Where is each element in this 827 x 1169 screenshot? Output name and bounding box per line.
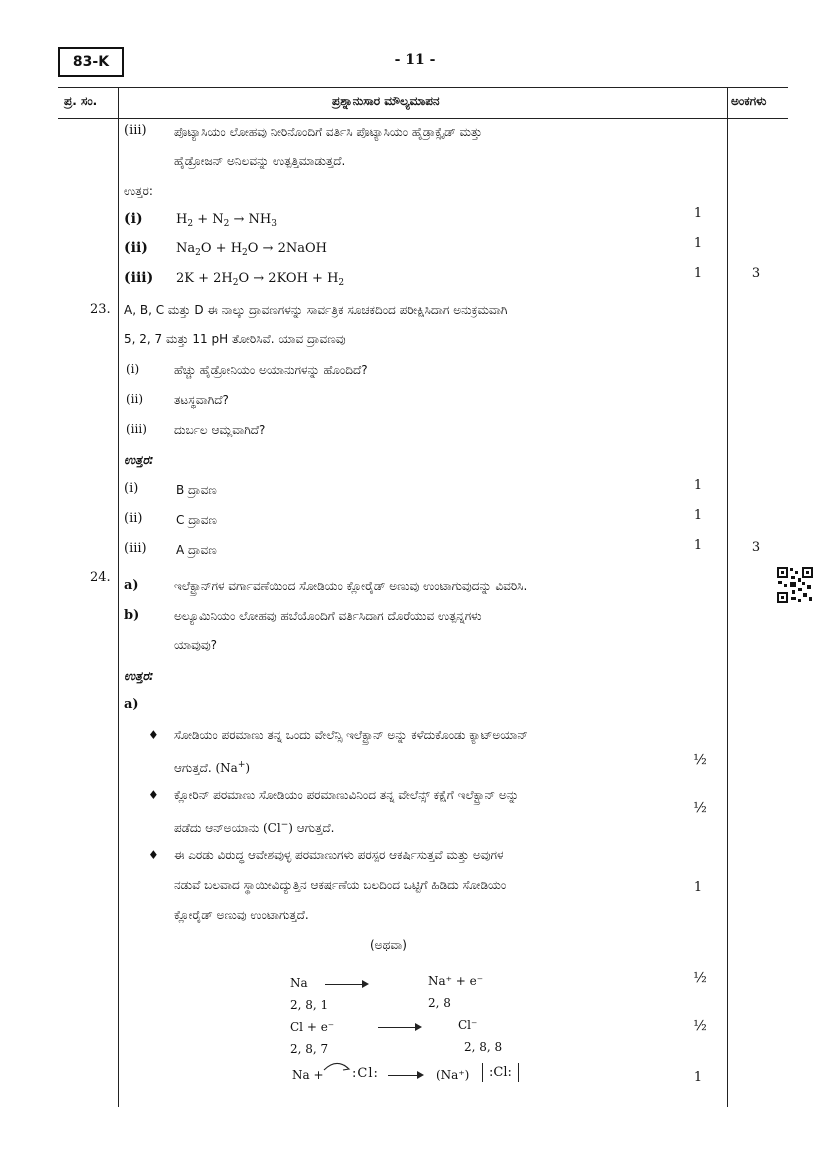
q24-bullet3-mark: 1	[693, 880, 703, 895]
diagram-na-ion-bracket: (Na⁺)	[436, 1068, 470, 1082]
bullet-diamond-icon: ♦	[148, 848, 159, 862]
q23-part-ii-text: ತಟಸ್ಥವಾಗಿದೆ?	[174, 393, 229, 407]
q23-answer-iii-label: (iii)	[124, 541, 147, 556]
q22-part-iii-line1: ಪೊಟ್ಯಾಸಿಯಂ ಲೋಹವು ನೀರಿನೊಂದಿಗೆ ವರ್ತಿಸಿ ಪೊಟ್ಯಾಸಿಯಂ ಹೈಡ್ರಾಕ್ಸೈಡ್ ಮತ್ತು	[174, 125, 483, 139]
bullet-diamond-icon: ♦	[148, 728, 159, 742]
q23-answer-iii-mark: 1	[693, 538, 703, 553]
q22-answer-iii-label: (iii)	[124, 270, 154, 286]
diagram-mark-3: 1	[693, 1070, 703, 1085]
table-header-border	[58, 118, 788, 119]
q24-part-a-text: ಇಲೆಕ್ಟ್ರಾನ್‌ಗಳ ವರ್ಗಾವಣೆಯಿಂದ ಸೋಡಿಯಂ ಕ್ಲೋರೈಡ್ ಅಣುವು ಉಂಟಾಗುವುದನ್ನು ವಿವರಿಸಿ.	[174, 579, 528, 593]
diagram-cl-ion-symbol: Cl	[493, 1065, 508, 1080]
diagram-cl-dots	[352, 1066, 379, 1081]
col-divider-2	[727, 87, 728, 1107]
q22-answer-i-label: (i)	[124, 211, 143, 227]
q23-part-iii-label: (iii)	[126, 422, 147, 436]
na-ion-formula: (Na+)	[215, 760, 251, 775]
q24-bullet3-line1: ಈ ಎರಡು ವಿರುದ್ಧ ಆವೇಶವುಳ್ಳ ಪರಮಾಣುಗಳು ಪರಸ್ಪರ ಆಕರ್ಷಿಸುತ್ತವೆ ಮತ್ತು ಅವುಗಳ	[174, 848, 504, 862]
header-marks: ಅಂಕಗಳು	[731, 94, 767, 108]
q24-bullet1-line2-text: ಆಗುತ್ತದೆ.	[174, 761, 212, 775]
diagram-cl-e: Cl + e⁻	[290, 1020, 335, 1034]
q22-answer-ii-label: (ii)	[124, 240, 148, 256]
q24-bullet3-line3: ಕ್ಲೋರೈಡ್ ಅಣುವು ಉಂಟಾಗುತ್ತದೆ.	[174, 908, 309, 922]
diagram-cl-dots-right: :	[373, 1066, 379, 1081]
diagram-cl-ion-dots-left: :	[489, 1065, 494, 1080]
q23-part-iii-text: ದುರ್ಬಲ ಆಮ್ಲವಾಗಿದೆ?	[174, 423, 266, 437]
q22-answer-iii-equation: $2K + 2H_2O \to 2KOH + H_2$	[176, 271, 345, 288]
diagram-cl-ion-dots-right: :	[507, 1065, 512, 1080]
diagram-cl-ion: Cl⁻	[458, 1018, 478, 1032]
header-qno: ಪ್ರ. ಸಂ.	[64, 94, 98, 108]
diagram-cl-dots-left: :	[352, 1066, 358, 1081]
q23-answer-iii-text: A ದ್ರಾವಣ	[176, 543, 217, 557]
q23-total-marks: 3	[751, 540, 761, 555]
diagram-arrow-3	[388, 1075, 418, 1076]
arrow-right-icon	[362, 980, 369, 988]
q23-answer-ii-mark: 1	[693, 508, 703, 523]
q22-answer-iii-mark: 1	[693, 266, 703, 281]
q22-part-iii-label: (iii)	[124, 123, 147, 138]
q24-number: 24.	[90, 570, 111, 585]
q23-answer-label: ಉತ್ತರ:	[124, 453, 154, 467]
diagram-config-cl: 2, 8, 7	[290, 1042, 329, 1056]
q24-part-b-line1: ಅಲ್ಯೂಮಿನಿಯಂ ಲೋಹವು ಹಬೆಯೊಂದಿಗೆ ವರ್ತಿಸಿದಾಗ ದೊರೆಯುವ ಉತ್ಪನ್ನಗಳು	[174, 609, 482, 623]
q24-bullet2-mark: ½	[693, 800, 707, 816]
q22-answer-ii-mark: 1	[693, 236, 703, 251]
q24-bullet2-line2-text: ಪಡೆದು ಆನ್‌ಅಯಾನು	[174, 821, 260, 835]
q24-bullet1-mark: ½	[693, 752, 707, 768]
diagram-arrow-2	[378, 1027, 416, 1028]
q24-part-a-label: a)	[124, 578, 139, 593]
q24-bullet3-line2: ನಡುವೆ ಬಲವಾದ ಸ್ಥಾಯೀವಿದ್ಯುತ್ತಿನ ಆಕರ್ಷಣೆಯ ಬಲದಿಂದ ಒಟ್ಟಿಗೆ ಹಿಡಿದು ಸೋಡಿಯಂ	[174, 878, 507, 892]
diagram-config-na: 2, 8, 1	[290, 998, 329, 1012]
q22-part-iii-line2: ಹೈಡ್ರೋಜನ್ ಅನಿಲವನ್ನು ಉತ್ಪತ್ತಿಮಾಡುತ್ತದೆ.	[174, 154, 346, 168]
q23-stem-line1: A, B, C ಮತ್ತು D ಈ ನಾಲ್ಕು ದ್ರಾವಣಗಳನ್ನು ಸಾರ್ವತ್ರಿಕ ಸೂಚಕದಿಂದ ಪರೀಕ್ಷಿಸಿದಾಗ ಅನುಕ್ರಮವಾಗಿ	[124, 303, 508, 317]
q23-answer-i-text: B ದ್ರಾವಣ	[176, 483, 217, 497]
arrow-right-icon	[417, 1071, 424, 1079]
q22-answer-label: ಉತ್ತರ:	[124, 184, 153, 198]
diagram-mark-2: ½	[693, 1018, 707, 1034]
q24-bullet1-line1: ಸೋಡಿಯಂ ಪರಮಾಣು ತನ್ನ ಒಂದು ವೇಲೆನ್ಸಿ ಇಲೆಕ್ಟ್ರಾನ್ ಅನ್ನು ಕಳೆದುಕೊಂಡು ಕ್ಯಾಟ್‌ಅಯಾನ್	[174, 728, 528, 742]
q23-number: 23.	[90, 302, 111, 317]
q23-part-i-label: (i)	[126, 362, 140, 376]
electron-transfer-arrow-icon	[322, 1058, 352, 1074]
paper-code: 83-K	[58, 47, 124, 77]
q23-part-i-text: ಹೆಚ್ಚು ಹೈಡ್ರೋನಿಯಂ ಅಯಾನುಗಳನ್ನು ಹೊಂದಿದೆ?	[174, 363, 368, 377]
q22-answer-i-mark: 1	[693, 206, 703, 221]
q23-part-ii-label: (ii)	[126, 392, 144, 406]
q24-bullet1-line2	[174, 757, 250, 776]
page-number: - 11 -	[394, 52, 436, 68]
q24-answer-a-label: a)	[124, 697, 139, 712]
q23-answer-ii-label: (ii)	[124, 511, 143, 526]
q24-bullet2-line1: ಕ್ಲೋರಿನ್ ಪರಮಾಣು ಸೋಡಿಯಂ ಪರಮಾಣುವಿನಿಂದ ತನ್ನ ವೇಲೆನ್ಸ್ ಕಕ್ಷೆಗೆ ಇಲೆಕ್ಟ್ರಾನ್ ಅನ್ನು	[174, 788, 519, 802]
diagram-na: Na	[290, 976, 308, 990]
q23-answer-i-mark: 1	[693, 478, 703, 493]
bullet-diamond-icon: ♦	[148, 788, 159, 802]
q22-answer-ii-equation: $Na_2O + H_2O$ → 2NaOH	[176, 241, 327, 258]
diagram-cl-ion-bracket	[482, 1063, 519, 1082]
q22-answer-i-equation: $H_2 + N_2 \to NH_3$	[176, 212, 277, 229]
arrow-right-icon	[415, 1023, 422, 1031]
q24-or-text: (ಅಥವಾ)	[370, 938, 407, 952]
diagram-cl-dots-symbol: Cl	[357, 1066, 374, 1081]
diagram-config-na-ion: 2, 8	[428, 996, 451, 1010]
table-top-border	[58, 87, 788, 88]
header-evaluation: ಪ್ರಶ್ನಾನುಸಾರ ಮೌಲ್ಯಮಾಪನ	[332, 94, 440, 108]
diagram-na-plus: Na +	[292, 1068, 324, 1082]
q22-total-marks: 3	[751, 266, 761, 281]
q23-answer-i-label: (i)	[124, 481, 139, 496]
diagram-na-ion-e: Na⁺ + e⁻	[428, 974, 484, 988]
q24-bullet2-line2-end: ಆಗುತ್ತದೆ.	[296, 821, 335, 835]
q24-answer-label: ಉತ್ತರ:	[124, 669, 154, 683]
diagram-mark-1: ½	[693, 970, 707, 986]
diagram-config-cl-ion: 2, 8, 8	[464, 1040, 503, 1054]
q24-part-b-line2: ಯಾವುವು?	[174, 638, 218, 652]
diagram-arrow-1	[325, 984, 363, 985]
q24-part-b-label: b)	[124, 608, 140, 623]
cl-ion-formula: (Cl−)	[263, 820, 293, 835]
q23-stem-line2: 5, 2, 7 ಮತ್ತು 11 pH ತೋರಿಸಿವೆ. ಯಾವ ದ್ರಾವಣವು	[124, 332, 346, 346]
q24-bullet2-line2	[174, 817, 334, 836]
qr-code-icon	[776, 566, 814, 604]
q23-answer-ii-text: C ದ್ರಾವಣ	[176, 513, 217, 527]
col-divider-1	[118, 87, 119, 1107]
